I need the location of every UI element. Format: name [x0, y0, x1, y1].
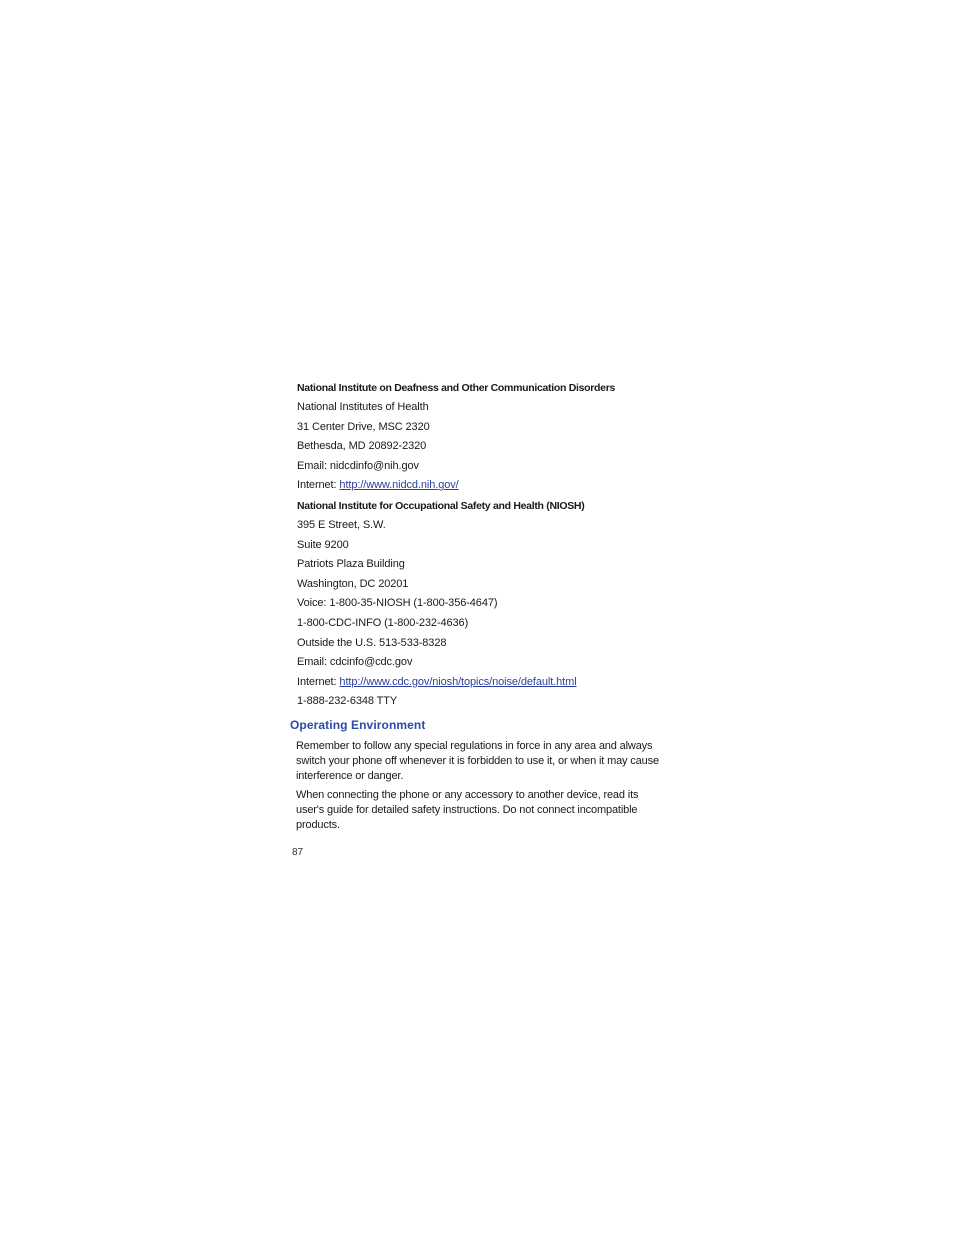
nidcd-internet-link[interactable]: http://www.nidcd.nih.gov/ [339, 479, 459, 492]
niosh-voice: Voice: 1-800-35-NIOSH (1-800-356-4647) [297, 597, 498, 610]
niosh-line-1: 395 E Street, S.W. [297, 518, 386, 531]
niosh-internet-link[interactable]: http://www.cdc.gov/niosh/topics/noise/default.html [339, 675, 577, 688]
niosh-email: Email: cdcinfo@cdc.gov [297, 656, 413, 669]
nidcd-internet-label: Internet: [297, 479, 340, 492]
niosh-internet [297, 673, 717, 693]
nidcd-email: Email: nidcdinfo@nih.gov [297, 459, 419, 472]
nidcd-internet [297, 476, 717, 496]
niosh-line-3: Patriots Plaza Building [297, 558, 405, 571]
niosh-tty: 1-888-232-6348 TTY [297, 695, 398, 708]
nidcd-line-2: 31 Center Drive, MSC 2320 [297, 420, 430, 433]
paragraph-regulations: Remember to follow any special regulations in force in any area and always switch your phone off whenever it is forbidden to use it, or when it may cause interference or danger. [296, 740, 659, 782]
paragraph-connecting: When connecting the phone or any accessory to another device, read its user's guide for detailed safety instructions. Do not connect incompatible products. [296, 789, 639, 831]
niosh-line-4: Washington, DC 20201 [297, 577, 409, 590]
section-title: Operating Environment [290, 718, 426, 732]
niosh-heading: National Institute for Occupational Safety and Health (NIOSH) [297, 499, 585, 512]
nidcd-line-3: Bethesda, MD 20892-2320 [297, 440, 427, 453]
nidcd-heading: National Institute on Deafness and Other Communication Disorders [297, 382, 616, 394]
contact-list [297, 378, 717, 712]
page-number: 87 [292, 847, 304, 858]
niosh-line-2: Suite 9200 [297, 538, 349, 551]
niosh-cdc-info: 1-800-CDC-INFO (1-800-232-4636) [297, 616, 469, 629]
niosh-internet-label: Internet: [297, 675, 340, 688]
niosh-outside: Outside the U.S. 513-533-8328 [297, 636, 447, 649]
nidcd-line-1: National Institutes of Health [297, 401, 429, 413]
